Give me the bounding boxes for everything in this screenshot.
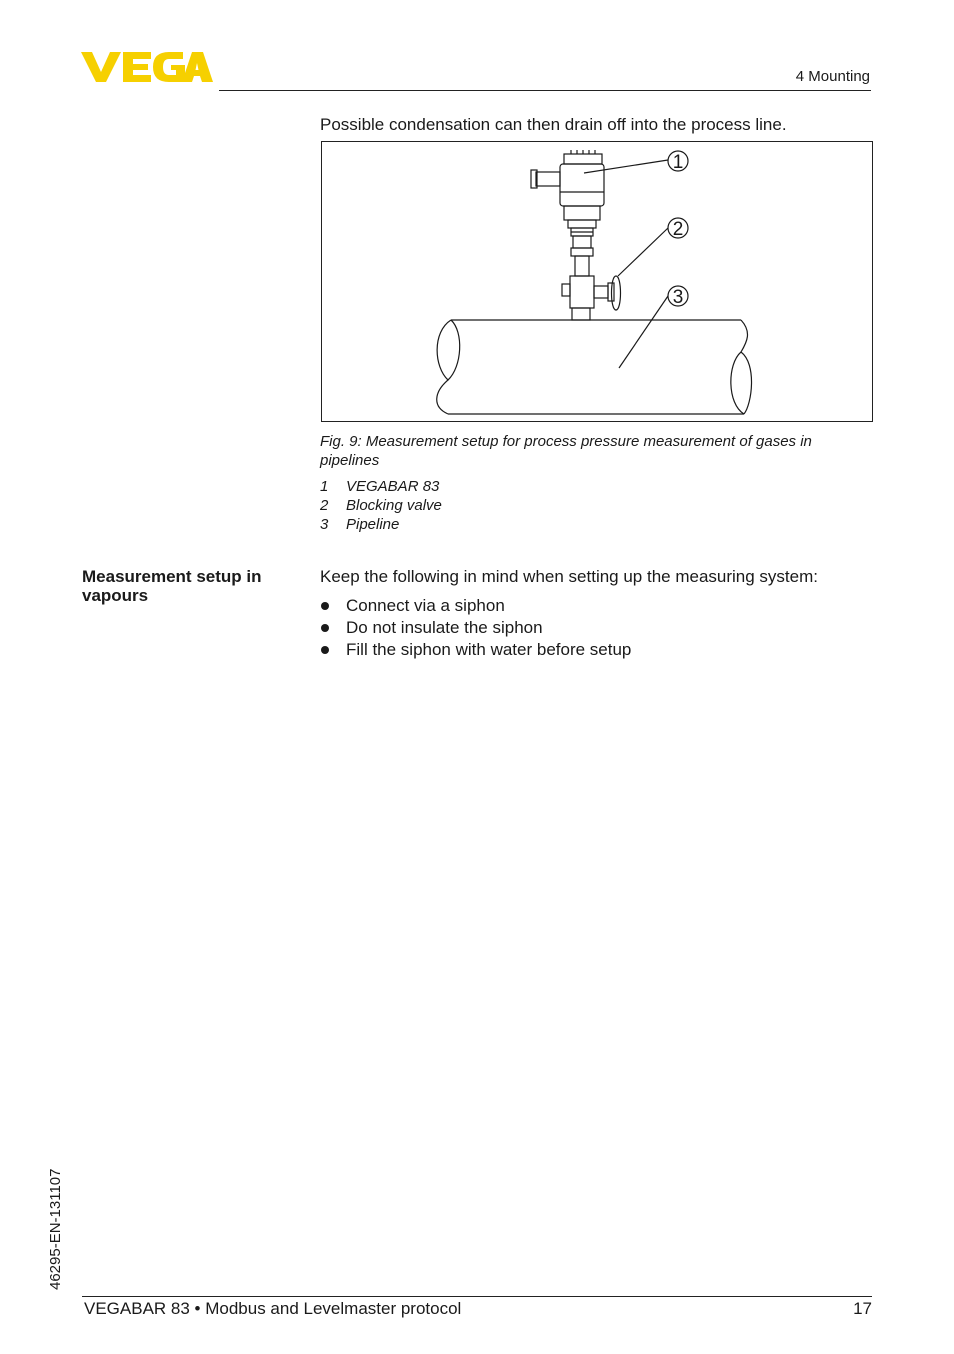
legend-label: Pipeline — [346, 516, 400, 533]
legend-number: 2 — [320, 497, 329, 514]
figure-measurement-setup — [321, 141, 873, 422]
valve-drawing — [562, 276, 621, 320]
intro-paragraph: Possible condensation can then drain off into the process line. — [320, 115, 787, 134]
callout-1: 1 — [672, 152, 684, 173]
header-section-title: 4 Mounting — [795, 68, 870, 85]
callout-2: 2 — [672, 219, 684, 240]
footer-title: VEGABAR 83 • Modbus and Levelmaster protocol — [84, 1299, 462, 1318]
bullet-text: Fill the siphon with water before setup — [346, 640, 632, 659]
section-paragraph: Keep the following in mind when setting up the measuring system: — [320, 567, 818, 586]
page-number: 17 — [853, 1299, 872, 1318]
pipeline-drawing — [437, 320, 752, 414]
header-divider — [219, 90, 871, 91]
bullet-icon — [321, 624, 329, 632]
bullet-list — [320, 595, 631, 661]
figure-caption: Fig. 9: Measurement setup for process pressure measurement of gases in pipelines — [320, 433, 812, 469]
bullet-icon — [321, 602, 329, 610]
vega-logo — [81, 50, 213, 84]
bullet-text: Do not insulate the siphon — [346, 618, 543, 637]
figure-drawing — [322, 142, 872, 421]
footer-divider — [82, 1296, 872, 1297]
legend-number: 1 — [320, 478, 329, 495]
legend-item — [320, 496, 442, 515]
margin-heading: Measurement setup in vapours — [82, 567, 262, 605]
bullet-icon — [321, 646, 329, 654]
legend-number: 3 — [320, 516, 329, 533]
bullet-item — [320, 639, 631, 661]
legend-item — [320, 515, 442, 534]
legend-label: VEGABAR 83 — [346, 478, 440, 495]
figure-legend — [320, 477, 442, 534]
legend-label: Blocking valve — [346, 497, 442, 514]
document-code: 46295-EN-131107 — [47, 1168, 64, 1290]
sensor-drawing — [531, 150, 604, 276]
bullet-text: Connect via a siphon — [346, 596, 505, 615]
legend-item — [320, 477, 442, 496]
callout-3: 3 — [672, 287, 684, 308]
bullet-item — [320, 617, 631, 639]
bullet-item — [320, 595, 631, 617]
